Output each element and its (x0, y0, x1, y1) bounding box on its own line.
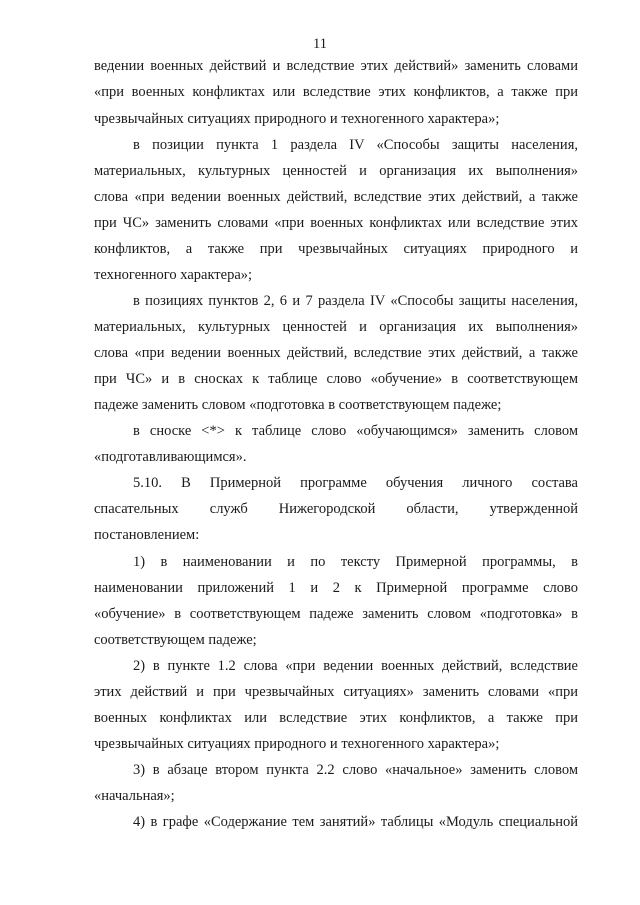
text-line: материальных, культурных ценностей и организация их выполнения» (94, 163, 578, 179)
text-line: 2) в пункте 1.2 слова «при ведении военных действий, вследствие (133, 658, 578, 674)
text-line: спасательных служб Нижегородской области, утвержденной (94, 501, 578, 517)
text-line: «обучение» в соответствующем падеже заменить словом «подготовка» в (94, 606, 578, 622)
text-line: материальных, культурных ценностей и организация их выполнения» (94, 319, 578, 335)
text-line: «подготавливающимся». (94, 449, 247, 465)
text-line: ведении военных действий и вследствие этих действий» заменить словами (94, 58, 578, 74)
text-line: падеже заменить словом «подготовка в соответствующем падеже; (94, 397, 502, 413)
text-line: «начальная»; (94, 788, 175, 804)
text-line: при ЧС» и в сносках к таблице слово «обучение» в соответствующем (94, 371, 578, 387)
text-line: слова «при ведении военных действий, вследствие этих действий, а также (94, 189, 578, 205)
text-line: чрезвычайных ситуациях природного и техногенного характера»; (94, 736, 500, 752)
text-line: 4) в графе «Содержание тем занятий» таблицы «Модуль специальной (133, 814, 578, 830)
text-line: в позиции пункта 1 раздела IV «Способы защиты населения, (133, 137, 578, 153)
text-line: слова «при ведении военных действий, вследствие этих действий, а также (94, 345, 578, 361)
text-line: конфликтов, а также при чрезвычайных ситуациях природного и (94, 241, 578, 257)
text-line: 3) в абзаце втором пункта 2.2 слово «начальное» заменить словом (133, 762, 578, 778)
text-line: 5.10. В Примерной программе обучения личного состава (133, 475, 578, 491)
text-line: «при военных конфликтах или вследствие этих конфликтов, а также при (94, 84, 578, 100)
text-line: наименовании приложений 1 и 2 к Примерной программе слово (94, 580, 578, 596)
text-line: в позициях пунктов 2, 6 и 7 раздела IV «Способы защиты населения, (133, 293, 578, 309)
text-line: при ЧС» заменить словами «при военных конфликтах или вследствие этих (94, 215, 578, 231)
text-line: в сноске <*> к таблице слово «обучающимся» заменить словом (133, 423, 578, 439)
page-number: 11 (313, 36, 327, 52)
text-line: техногенного характера»; (94, 267, 253, 283)
text-line: постановлением: (94, 527, 200, 543)
text-line: чрезвычайных ситуациях природного и техногенного характера»; (94, 111, 500, 127)
text-line: этих действий и при чрезвычайных ситуациях» заменить словами «при (94, 684, 578, 700)
text-line: 1) в наименовании и по тексту Примерной программы, в (133, 554, 578, 570)
text-line: соответствующем падеже; (94, 632, 257, 648)
text-line: военных конфликтах или вследствие этих конфликтов, а также при (94, 710, 578, 726)
